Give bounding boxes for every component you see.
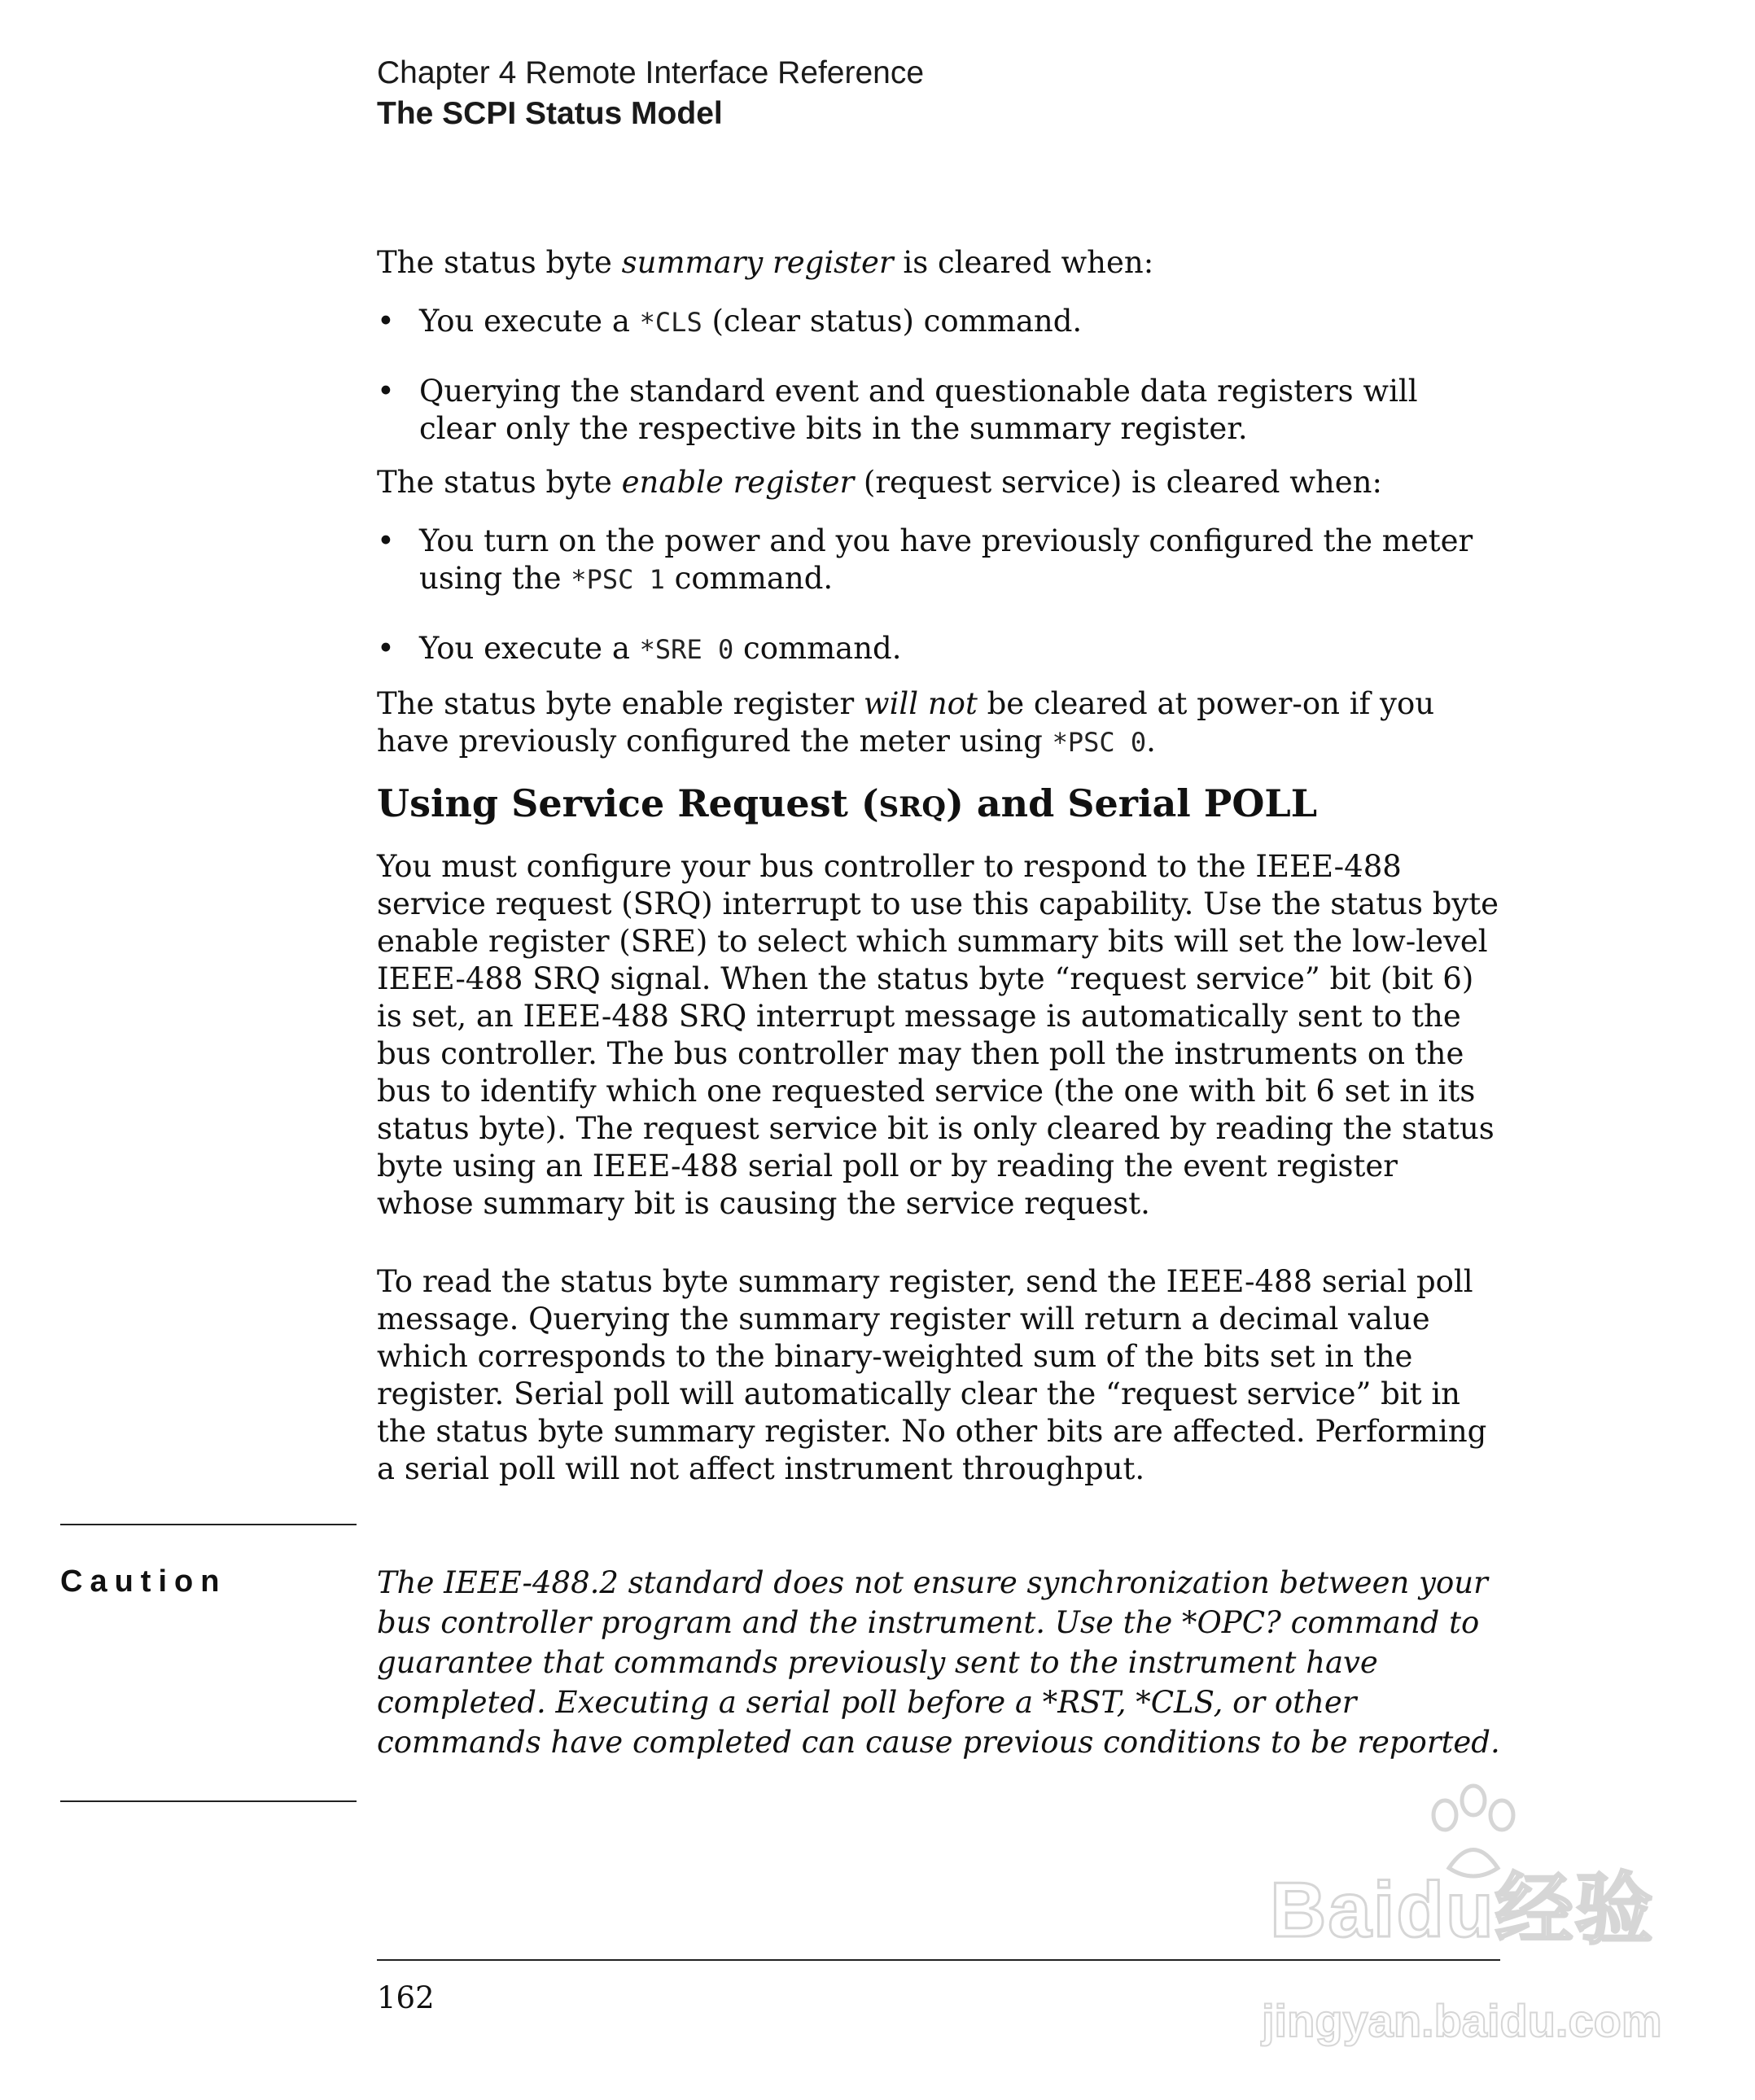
caution-text: The IEEE-488.2 standard does not ensure synchronization between your bus controller program and the instrument. Use the *OPC? command to guarantee that commands previously sent to the instrument have completed. Executing a serial poll before a *RST, *CLS, or other commands have completed can cause previous conditions to be reported. <box>377 1565 1500 1760</box>
watermark-url: jingyan.baidu.com <box>1262 1995 1662 2046</box>
section-header: The SCPI Status Model <box>377 96 723 131</box>
caution-bottom-divider <box>60 1800 357 1802</box>
page-number: 162 <box>377 1980 435 2015</box>
section-heading: Using Service Request (SRQ) and Serial POLL <box>377 781 1318 825</box>
enable-register-note: The status byte enable register will not be cleared at power-on if you have previously configured the meter using *PSC 0. <box>377 686 1435 759</box>
watermark-logo: Baidu经验 <box>1270 1866 1655 1953</box>
baidu-watermark <box>1254 1848 1693 2059</box>
serial-poll-paragraph: To read the status byte summary register, send the IEEE-488 serial poll message. Querying the summary register will return a decimal value which corresponds to the binary-weighted sum of the bits set in the register. Serial poll will automatically clear the “request service” bit in the status byte summary register. No other bits are affected. Performing a serial poll will not affect instrument throughput. <box>377 1264 1487 1486</box>
chapter-header: Chapter 4 Remote Interface Reference <box>377 55 925 90</box>
caution-label: Caution <box>60 1564 227 1599</box>
summary-register-intro: The status byte summary register is cleared when: <box>377 245 1154 280</box>
caution-top-divider <box>60 1524 357 1525</box>
srq-paragraph: You must configure your bus controller to respond to the IEEE-488 service request (SRQ) interrupt to use this capability. Use the status byte enable register (SRE) to select which summary bits will set the low-level IEEE-488 SRQ signal. When the status byte “request service” bit (bit 6) is set, an IEEE-488 SRQ interrupt message is automatically sent to the bus controller. The bus controller may then poll the instruments on the bus to identify which one requested service (the one with bit 6 set in its status byte). The request service bit is only cleared by reading the status byte using an IEEE-488 serial poll or by reading the event register whose summary bit is causing the service request. <box>377 849 1499 1221</box>
enable-register-intro: The status byte enable register (request service) is cleared when: <box>377 465 1382 500</box>
